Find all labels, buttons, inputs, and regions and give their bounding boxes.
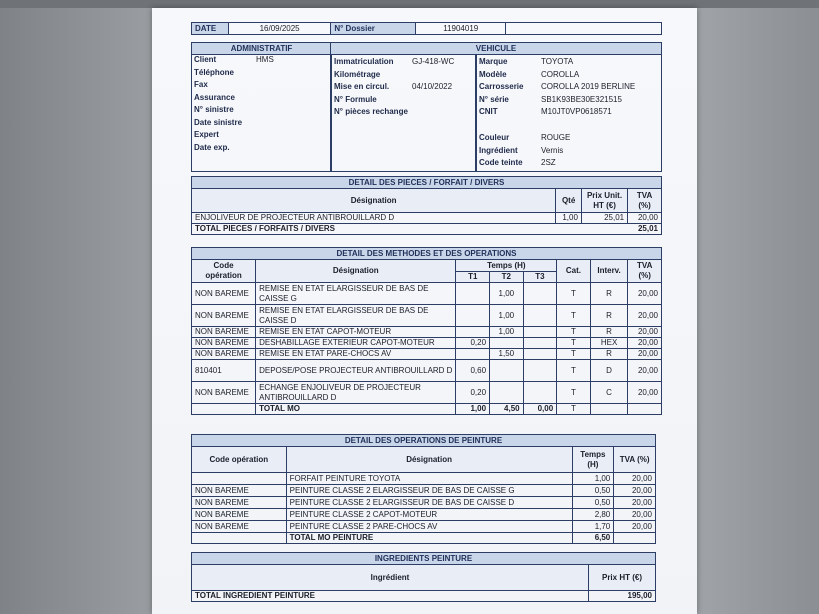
methods-header-cat: Cat. [557,260,591,283]
methods-total-empty [192,404,256,415]
method-designation: REMISE EN ETAT ELARGISSEUR DE BAS DE CAISSE D [256,305,456,327]
paint-tva: 20,00 [614,497,656,509]
method-cat: T [557,382,591,404]
pieces-table [191,188,662,235]
methods-header-interv: Interv. [590,260,628,283]
methods-header-t1: T1 [456,272,490,283]
vehicle-field-label: Ingrédient [479,145,518,155]
paint-total-value: 6,50 [572,533,614,544]
method-t2 [490,382,524,404]
methods-total-t3: 0,00 [523,404,557,415]
ingredients-header-ingredient: Ingrédient [192,565,589,591]
vehicle-field-value: COROLLA 2019 BERLINE [541,82,636,91]
vehicle-field-value: COROLLA [541,69,580,79]
method-t1 [456,327,490,338]
paint-title: DETAIL DES OPERATIONS DE PEINTURE [191,434,656,447]
methods-total-empty3 [628,404,662,415]
table-row [192,485,656,497]
piece-tva: 20,00 [628,213,662,224]
admin-title: ADMINISTRATIF [191,42,332,55]
table-row [192,382,662,404]
paint-tva: 20,00 [614,473,656,485]
vehicle-field-value: TOYOTA [541,57,574,66]
vehicle-title: VEHICULE [330,42,662,55]
vehicle-field-label: Mise en circul. [334,82,390,91]
vehicle-field-value: ROUGE [541,133,571,142]
pieces-total-label: TOTAL PIECES / FORFAITS / DIVERS [192,224,628,235]
paint-code: NON BAREME [192,485,287,497]
method-t1: 0,60 [456,360,490,382]
background-right [697,0,819,614]
pieces-header-designation: Désignation [192,189,556,213]
method-tva: 20,00 [628,327,662,338]
method-t2: 1,50 [490,349,524,360]
method-tva: 20,00 [628,360,662,382]
methods-table [191,259,662,415]
pieces-header-tva: TVA (%) [628,189,662,213]
vehicle-field-value: M10JT0VP0618571 [541,107,612,116]
method-designation: REMISE EN ETAT PARE-CHOCS AV [256,349,456,360]
method-cat: T [557,349,591,360]
method-interv: HEX [590,338,628,349]
vehicle-field-value: GJ-418-WC [412,57,455,66]
method-t2 [490,360,524,382]
admin-field-label: Assurance [194,92,235,102]
methods-header-code: Code opération [192,260,256,283]
piece-designation: ENJOLIVEUR DE PROJECTEUR ANTIBROUILLARD D [192,213,556,224]
method-cat: T [557,283,591,305]
method-t2: 1,00 [490,305,524,327]
admin-field-label: Téléphone [194,67,235,77]
paint-code: NON BAREME [192,521,287,533]
method-t1: 0,20 [456,382,490,404]
table-row [192,509,656,521]
vehicle-field-label: Code teinte [479,158,523,167]
pieces-title: DETAIL DES PIECES / FORFAIT / DIVERS [191,176,662,189]
ingredients-header-prix: Prix HT (€) [589,565,656,591]
method-t1 [456,305,490,327]
vehicle-field-value: 2SZ [541,158,556,167]
ingredients-title: INGREDIENTS PEINTURE [191,552,656,565]
method-interv: R [590,349,628,360]
paint-temps: 1,00 [572,473,614,485]
method-code: NON BAREME [192,338,256,349]
method-code: NON BAREME [192,283,256,305]
method-t3 [523,338,557,349]
paint-temps: 2,80 [572,509,614,521]
vehicle-field-label: N° pièces rechange [334,107,408,116]
piece-prix: 25,01 [581,213,627,224]
method-designation: DESHABILLAGE EXTERIEUR CAPOT-MOTEUR [256,338,456,349]
admin-field-label: Client [194,55,217,64]
vehicle-field-value: 04/10/2022 [412,82,453,91]
document-page [152,8,697,614]
paint-designation: FORFAIT PEINTURE TOYOTA [286,473,572,485]
paint-total-empty [192,533,287,544]
table-row [192,338,662,349]
paint-designation: PEINTURE CLASSE 2 ELARGISSEUR DE BAS DE CAISSE G [286,485,572,497]
method-t2 [490,338,524,349]
admin-field-label: N° sinistre [194,105,234,114]
method-interv: R [590,305,628,327]
table-row [192,497,656,509]
paint-header-temps: Temps (H) [572,447,614,473]
method-t3 [523,360,557,382]
paint-tva: 20,00 [614,509,656,521]
vehicle-field-label: Immatriculation [334,57,394,66]
method-cat: T [557,360,591,382]
date-value: 16/09/2025 [228,23,330,35]
admin-field-value: HMS [256,55,274,64]
ingredients-table [191,564,656,602]
method-code: NON BAREME [192,327,256,338]
table-row [192,305,662,327]
table-row [192,327,662,338]
method-interv: R [590,283,628,305]
methods-total-t2: 4,50 [490,404,524,415]
methods-header-designation: Désignation [256,260,456,283]
dossier-label: N° Dossier [331,23,416,35]
methods-header-t3: T3 [523,272,557,283]
methods-total-t1: 1,00 [456,404,490,415]
methods-total-cat: T [557,404,591,415]
method-t3 [523,305,557,327]
method-cat: T [557,305,591,327]
piece-qte: 1,00 [556,213,582,224]
method-code: 810401 [192,360,256,382]
paint-header-code: Code opération [192,447,287,473]
vehicle-field-label: Carrosserie [479,82,524,91]
paint-table [191,446,656,544]
pieces-header-prix: Prix Unit. HT (€) [581,189,627,213]
methods-header-t2: T2 [490,272,524,283]
method-designation: ECHANGE ENJOLIVEUR DE PROJECTEUR ANTIBROUILLARD D [256,382,456,404]
table-row [192,213,662,224]
paint-temps: 0,50 [572,485,614,497]
method-t2: 1,00 [490,327,524,338]
paint-temps: 1,70 [572,521,614,533]
vehicle-field-label: CNIT [479,107,498,116]
paint-designation: PEINTURE CLASSE 2 PARE-CHOCS AV [286,521,572,533]
paint-tva: 20,00 [614,521,656,533]
method-interv: D [590,360,628,382]
table-row [192,283,662,305]
paint-designation: PEINTURE CLASSE 2 CAPOT-MOTEUR [286,509,572,521]
method-t1: 0,20 [456,338,490,349]
methods-title: DETAIL DES METHODES ET DES OPERATIONS [191,247,662,260]
method-tva: 20,00 [628,305,662,327]
vehicle-field-label: N° série [479,94,509,104]
vehicle-field-label: Kilométrage [334,69,381,79]
table-row [192,349,662,360]
methods-total-empty2 [590,404,628,415]
method-t3 [523,327,557,338]
pieces-total-value: 25,01 [628,224,662,235]
admin-field-label: Expert [194,130,219,139]
ingredients-total-value: 195,00 [589,591,656,602]
method-code: NON BAREME [192,305,256,327]
method-tva: 20,00 [628,283,662,305]
background-top [0,0,819,8]
methods-total-label: TOTAL MO [256,404,456,415]
vehicle-field-label: Modèle [479,69,507,79]
background-left [0,0,152,614]
table-row [192,473,656,485]
method-tva: 20,00 [628,349,662,360]
method-t3 [523,349,557,360]
method-designation: REMISE EN ETAT ELARGISSEUR DE BAS DE CAISSE G [256,283,456,305]
method-cat: T [557,338,591,349]
header-empty-cell [506,23,662,35]
method-designation: REMISE EN ETAT CAPOT-MOTEUR [256,327,456,338]
paint-header-designation: Désignation [286,447,572,473]
paint-code: NON BAREME [192,509,287,521]
table-row [192,521,656,533]
admin-field-label: Date sinistre [194,117,243,127]
header-bar [191,22,662,35]
method-interv: R [590,327,628,338]
vehicle-field-value: Vernis [541,145,564,155]
paint-code: NON BAREME [192,497,287,509]
vehicle-field-label: N° Formule [334,94,377,104]
method-t3 [523,283,557,305]
method-interv: C [590,382,628,404]
vehicle-field-label: Couleur [479,133,510,142]
table-row [192,360,662,382]
vehicle-field-label: Marque [479,57,508,66]
paint-total-empty2 [614,533,656,544]
method-t3 [523,382,557,404]
method-designation: DEPOSE/POSE PROJECTEUR ANTIBROUILLARD D [256,360,456,382]
paint-designation: PEINTURE CLASSE 2 ELARGISSEUR DE BAS DE CAISSE D [286,497,572,509]
date-label: DATE [192,23,229,35]
paint-temps: 0,50 [572,497,614,509]
paint-tva: 20,00 [614,485,656,497]
admin-field-label: Date exp. [194,142,230,152]
dossier-value: 11904019 [415,23,506,35]
paint-header-tva: TVA (%) [614,447,656,473]
method-code: NON BAREME [192,349,256,360]
methods-header-tva: TVA (%) [628,260,662,283]
pieces-header-qte: Qté [556,189,582,213]
method-tva: 20,00 [628,338,662,349]
paint-total-label: TOTAL MO PEINTURE [286,533,572,544]
vehicle-field-value: SB1K93BE30E321515 [541,94,622,104]
ingredients-total-label: TOTAL INGREDIENT PEINTURE [192,591,589,602]
method-t1 [456,349,490,360]
method-code: NON BAREME [192,382,256,404]
method-t2: 1,00 [490,283,524,305]
method-tva: 20,00 [628,382,662,404]
method-t1 [456,283,490,305]
method-cat: T [557,327,591,338]
methods-header-temps: Temps (H) [456,260,557,272]
paint-code [192,473,287,485]
admin-field-label: Fax [194,80,208,89]
